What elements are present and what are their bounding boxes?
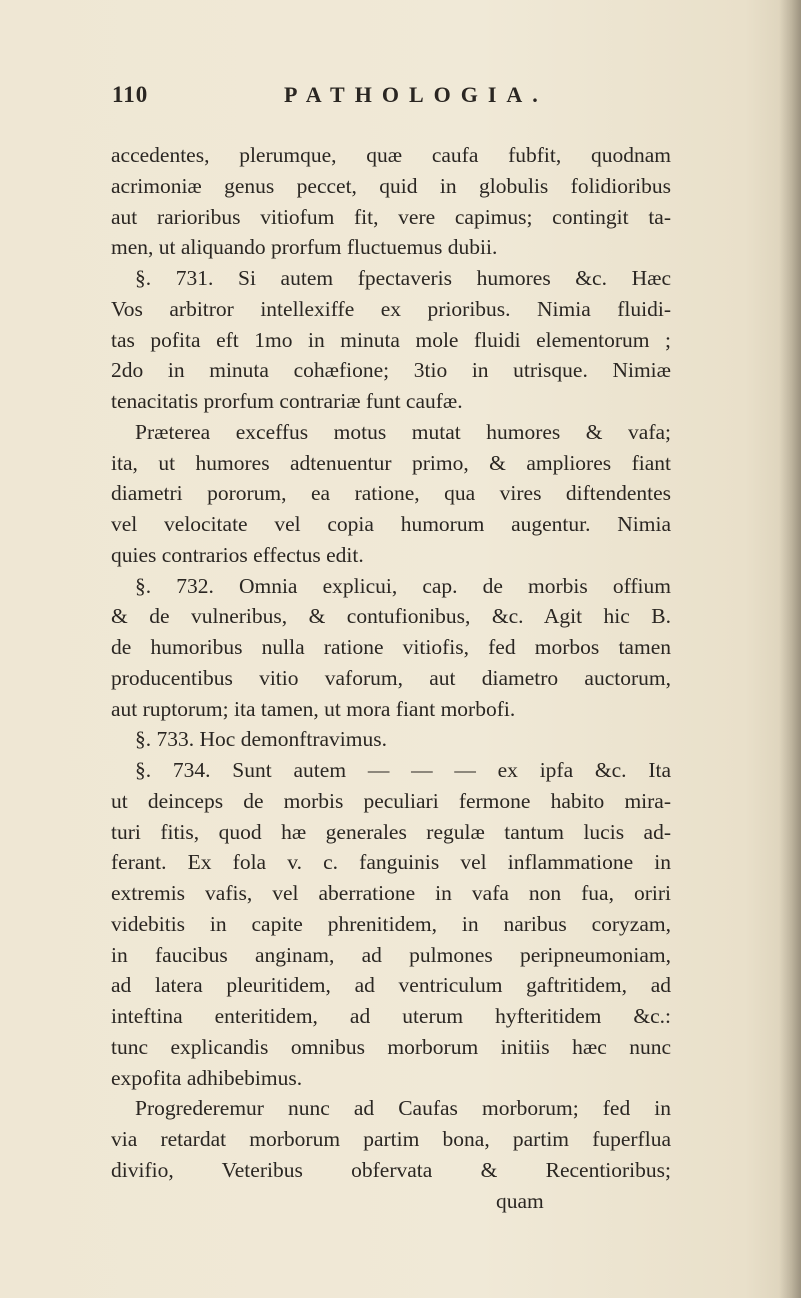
text-line: de humoribus nulla ratione vitiofis, fed morbos tamen [111,635,671,659]
text-line: aut rarioribus vitiofum fit, vere capimus; contingit ta- [111,204,671,229]
section-733-line: §. 733. Hoc demonftravimus. [135,727,387,752]
text-line: vel velocitate vel copia humorum augentur. Nimia [111,512,671,536]
text-line: acrimoniæ genus peccet, quid in globulis folidioribus [111,173,671,198]
text-line: ferant. Ex fola v. c. fanguinis vel inflammatione in [111,850,671,875]
text-line: extremis vafis, vel aberratione in vafa non fua, oriri [111,881,671,905]
text-line: videbitis in capite phrenitidem, in naribus coryzam, [111,911,671,936]
text-line: 2do in minuta cohæfione; 3tio in utrisque. Nimiæ [111,358,671,383]
text-line: ita, ut humores adtenuentur primo, & ampliores fiant [111,450,671,475]
body-text [111,140,671,1216]
text-line: men, ut aliquando prorfum fluctuemus dubii. [111,235,498,260]
text-line: expofita adhibebimus. [111,1065,303,1090]
text-line: in faucibus anginam, ad pulmones peripneumoniam, [111,942,671,967]
text-line: turi fitis, quod hæ generales regulæ tantum lucis ad- [111,819,671,844]
text-line: accedentes, plerumque, quæ caufa fubfit, quodnam [111,143,671,167]
catchword: quam [496,1188,544,1213]
running-title: PATHOLOGIA. [284,82,548,107]
text-line: Præterea exceffus motus mutat humores & vafa; [135,419,671,444]
text-line: producentibus vitio vaforum, aut diametro auctorum, [111,665,671,690]
text-line: via retardat morborum partim bona, partim fuperflua [111,1127,671,1151]
section-731-line: §. 731. Si autem fpectaveris humores &c. Hæc [135,266,671,290]
text-line: Vos arbitror intellexiffe ex prioribus. Nimia fluidi- [111,296,671,321]
text-line: diametri pororum, ea ratione, qua vires diftendentes [111,481,671,506]
text-line: Progrederemur nunc ad Caufas morborum; fed in [135,1096,671,1121]
text-line: ad latera pleuritidem, ad ventriculum gaftritidem, ad [111,973,671,998]
section-734-line: §. 734. Sunt autem — — — ex ipfa &c. Ita [135,758,671,782]
text-line: tas pofita eft 1mo in minuta mole fluidi elementorum ; [111,327,671,352]
text-line: tenacitatis prorfum contrariæ funt caufæ. [111,389,463,413]
page-header [112,82,672,112]
text-line: quies contrarios effectus edit. [111,542,364,567]
page-number: 110 [112,82,149,107]
text-line: divifio, Veteribus obfervata & Recentioribus; [111,1157,671,1182]
text-line: & de vulneribus, & contufionibus, &c. Agit hic B. [111,604,671,629]
text-line: tunc explicandis omnibus morborum initiis hæc nunc [111,1034,671,1059]
section-732-line: §. 732. Omnia explicui, cap. de morbis offium [135,573,671,598]
text-line: inteftina enteritidem, ad uterum hyfteritidem &c.: [111,1004,671,1028]
page-edge-shadow [779,0,801,1298]
text-line: aut ruptorum; ita tamen, ut mora fiant morbofi. [111,696,516,721]
text-line: ut deinceps de morbis peculiari fermone habito mira- [111,788,671,813]
